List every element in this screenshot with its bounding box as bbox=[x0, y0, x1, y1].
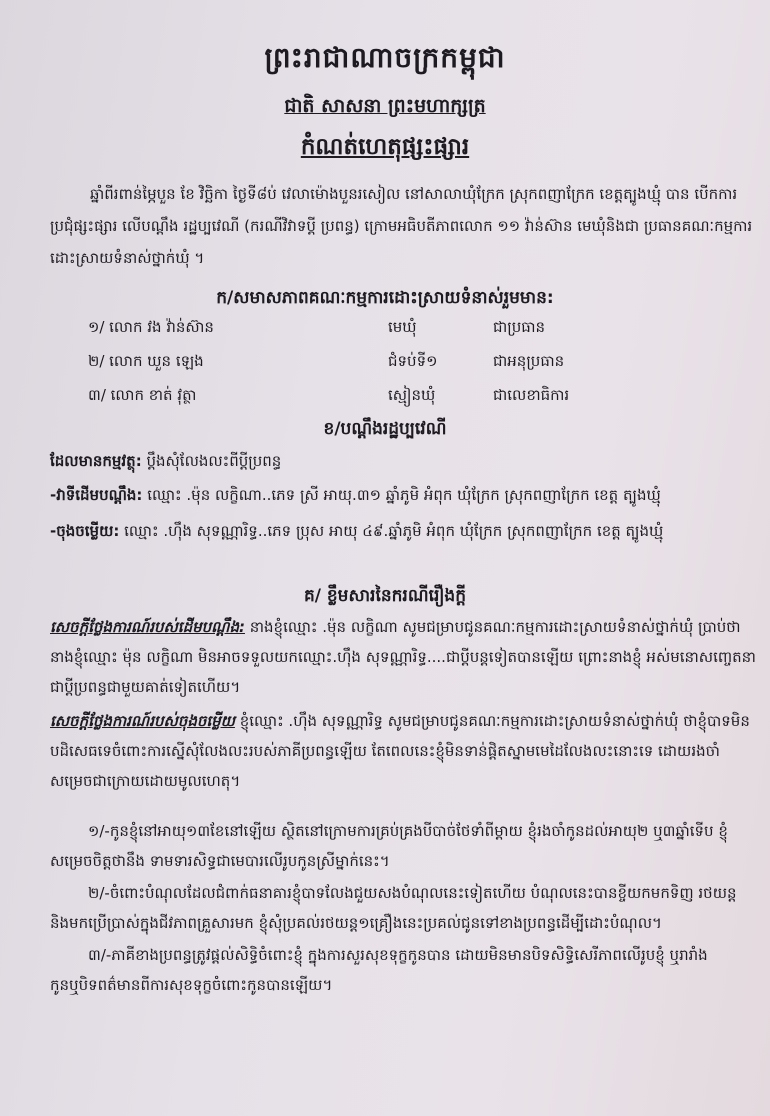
committee-heading: ក/សមាសភាពគណៈកម្មការដោះស្រាយទំនាស់រួមមាន: bbox=[216, 288, 554, 308]
defendant-details: ឈ្មោះ .ហ៊ឹង សុទណ្ណារិទ្ធ..ភេទ ប្រុស អាយុ ៤៩.ឆ្នាំភូមិ អំពុក ឃុំក្រែក ស្រុកពញាក្រែក ខេត្ត ត្បូងឃ្មុំ bbox=[124, 522, 664, 540]
plaintiff-details: ឈ្មោះ .ម៉ុន លក្ខិណា..ភេទ ស្រី អាយុ.៣១ ឆ្នាំភូមិ អំពុក ឃុំក្រែក ស្រុកពញាក្រែក ខេត្ត ត្បូងឃ្មុំ bbox=[147, 486, 661, 504]
member-role: មេឃុំ bbox=[388, 318, 417, 336]
member-duty: ជាអនុប្រធាន bbox=[493, 352, 565, 370]
defendant-label: -ចុងចម្លើយ: bbox=[50, 522, 120, 540]
member-role: ជំទប់ទី១ bbox=[388, 352, 438, 370]
reason-item: ១/-កូនខ្ញុំនៅអាយុ១៣ខែនៅឡើយ ស្ថិតនៅក្រោមការគ្រប់គ្រងបីបាច់ថែទាំពីម្តាយ ខ្ញុំរងចាំកូនដល់អាយុ២ ឬ៣ឆ្នាំទើប ខ្ញុំសម្រេចចិត្តថានឹង ទាមទារសិទ្ធជាមេបារលើរូបកូនស្រីម្នាក់នេះ។ bbox=[50, 822, 728, 870]
member-name: ៣/ លោក ខាត់ វុត្ថា bbox=[88, 386, 197, 404]
plaintiff-line bbox=[50, 486, 760, 508]
kingdom-header: ព្រះរាជាណាចក្រកម្ពុជា bbox=[264, 41, 506, 74]
document-title: កំណត់ហេតុផ្សះផ្សារ bbox=[300, 134, 470, 160]
plaintiff-statement-label: សេចក្តីថ្លែងការណ៍របស់ដើមបណ្តឹង: bbox=[50, 618, 245, 636]
reason-item: ២/-ចំពោះបំណុលដែលជំពាក់ធនាគារខ្ញុំបាទលែងជួយសងបំណុលនេះទៀតហើយ បំណុលនេះបានខ្ចីយកមកទិញ រថយន្ត និងមកប្រើប្រាស់ក្នុងជីវភាពគ្រួសារមក ខ្ញុំសុំប្រគល់រថយន្ត១គ្រឿងនេះប្រគល់ជូនទៅខាងប្រពន្ធដើម្បីដោះបំណុល។ bbox=[50, 884, 737, 932]
plaintiff-statement-text: នាងខ្ញុំឈ្មោះ .ម៉ុន លក្ខិណា សូមជម្រាបជូនគណៈកម្មការដោះស្រាយទំនាស់ថ្នាក់ឃុំ ប្រាប់ថា នាងខ្ញុំឈ្មោះ ម៉ុន លក្ខិណា មិនអាចទទួលយកឈ្មោះ.ហ៊ឹង សុទណ្ណារិទ្ធ....ជាប្តីបន្តទៀតបានឡើយ ព្រោះនាងខ្ញុំ អស់មនោសញ្ចេតនាជាប្តីប្រពន្ធជាមួយគាត់ទៀតហើយ។ bbox=[50, 618, 756, 696]
case-object-label: ដែលមានកម្មវត្ថុ: bbox=[50, 452, 142, 470]
defendant-line bbox=[50, 522, 760, 544]
plaintiff-label: -វាទីដើមបណ្តឹង: bbox=[50, 486, 143, 504]
summary-heading: គ/ ខ្លឹមសារនៃករណីរឿងក្តី bbox=[303, 586, 467, 606]
defendant-statement-label: សេចក្តីថ្លែងការណ៍របស់ចុងចម្លើយ bbox=[50, 712, 235, 730]
defendant-statement-text: ខ្ញុំឈ្មោះ .ហ៊ឹង សុទណ្ណារិទ្ធ សូមជម្រាបជូនគណៈកម្មការដោះស្រាយទំនាស់ថ្នាក់ឃុំ ថាខ្ញុំបាទមិនបដិសេធទេចំពោះការស្នើសុំលែងលះរបស់ភាគីប្រពន្ធឡើយ តែពេលនេះខ្ញុំមិនទាន់ផ្តិតស្នាមមេដៃលែងលះនោះទេ ដោយរងចាំសម្រេចជាក្រោយដោយមូលហេតុ។ bbox=[50, 712, 750, 790]
committee-member bbox=[88, 318, 748, 344]
case-heading: ខ/បណ្តឹងរដ្ឋប្បវេណី bbox=[323, 419, 447, 439]
plaintiff-statement bbox=[50, 612, 762, 702]
case-object-line bbox=[50, 452, 760, 474]
case-object-value: ប្តឹងសុំលែងលះពីប្តីប្រពន្ធ bbox=[146, 452, 282, 470]
committee-member bbox=[88, 352, 748, 378]
reason-item: ៣/-ភាគីខាងប្រពន្ធត្រូវផ្តល់សិទ្ធិចំពោះខ្ញុំ ក្នុងការសួរសុខទុក្ខកូនបាន ដោយមិនមានបិទសិទ្ធិសេរីភាពលើរូបខ្ញុំ ឬរារាំង កូនឬបិទពត៌មានពីការសុខទុក្ខចំពោះកូនបានឡើយ។ bbox=[50, 946, 708, 994]
member-role: ស្មៀនឃុំ bbox=[388, 386, 436, 404]
member-name: ១/ លោក វង វ៉ាន់ស៊ាន bbox=[88, 318, 214, 336]
committee-member bbox=[88, 386, 748, 412]
intro-paragraph: ឆ្នាំពីរពាន់ម្ភៃបួន ខែ វិច្ឆិកា ថ្ងៃទី៨ប់ វេលាម៉ោងបួនរសៀល នៅសាលាឃុំក្រែក ស្រុកពញាក្រែក ខេត្តត្បូងឃ្មុំ បាន បើកការប្រជុំផ្សះផ្សារ លើបណ្តឹង រដ្ឋប្បវេណី (ករណីវិវាទប្តី ប្រពន្ធ) ក្រោមអធិបតីភាពលោក ១១ វ៉ាន់ស៊ាន មេឃុំនិងជា ប្រធានគណៈកម្មការ ដោះស្រាយទំនាស់ថ្នាក់ឃុំ ។ bbox=[50, 185, 753, 267]
national-motto: ជាតិ សាសនា ព្រះមហាក្សត្រ bbox=[284, 95, 486, 117]
member-duty: ជាលេខាធិការ bbox=[493, 386, 570, 404]
member-name: ២/ លោក ឃួន ឡេង bbox=[88, 352, 204, 370]
defendant-statement bbox=[50, 706, 762, 796]
member-duty: ជាប្រធាន bbox=[493, 318, 546, 336]
